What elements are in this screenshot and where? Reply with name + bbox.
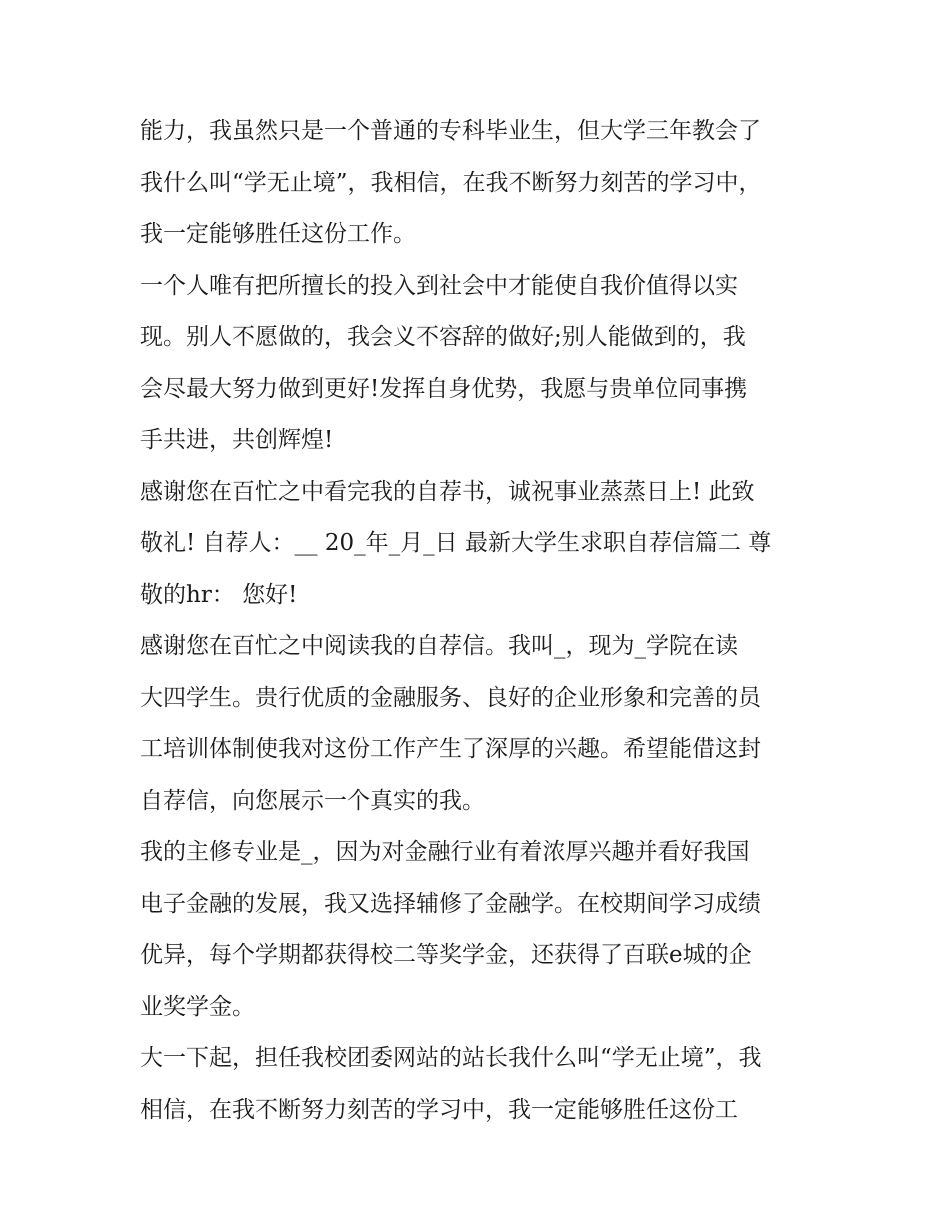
text-line: 相信，在我不断努力刻苦的学习中，我一定能够胜任这份工 [140, 1096, 738, 1123]
text-line: 现。别人不愿做的，我会义不容辞的做好;别人能做到的，我 [140, 324, 746, 350]
text-line: 业奖学金。 [140, 993, 255, 1020]
text-line: 自荐信，向您展示一个真实的我。 [140, 787, 485, 814]
text-line: 感谢您在百忙之中看完我的自荐书，诚祝事业蒸蒸日上! 此致 [140, 478, 755, 505]
text-line: 大四学生。贵行优质的金融服务、良好的企业形象和完善的员 [140, 684, 761, 711]
text-line: 优异，每个学期都获得校二等奖学金，还获得了百联e城的企 [140, 942, 752, 968]
text-line: 能力，我虽然只是一个普通的专科毕业生，但大学三年教会了 [140, 118, 761, 144]
text-line: 手共进，共创辉煌! [140, 427, 334, 453]
text-line: 我一定能够胜任这份工作。 [140, 221, 416, 247]
text-line: 敬礼! 自荐人：__ 20_年_月_日 最新大学生求职自荐信篇二 尊 [140, 530, 772, 556]
text-line: 工培训体制使我对这份工作产生了深厚的兴趣。希望能借这封 [140, 736, 761, 762]
text-line: 大一下起，担任我校团委网站的站长我什么叫“学无止境”，我 [140, 1045, 762, 1071]
text-line: 敬的hr： 您好! [140, 581, 298, 608]
text-line: 我什么叫“学无止境”，我相信，在我不断努力刻苦的学习中， [140, 169, 762, 196]
text-line: 感谢您在百忙之中阅读我的自荐信。我叫_，现为_学院在读 [140, 633, 738, 659]
text-line: 电子金融的发展，我又选择辅修了金融学。在校期间学习成绩 [140, 890, 761, 917]
text-line: 会尽最大努力做到更好!发挥自身优势，我愿与贵单位同事携 [140, 375, 748, 402]
document-body [140, 106, 820, 1136]
text-line: 我的主修专业是_，因为对金融行业有着浓厚兴趣并看好我国 [140, 839, 750, 865]
text-line: 一个人唯有把所擅长的投入到社会中才能使自我价值得以实 [140, 272, 738, 299]
